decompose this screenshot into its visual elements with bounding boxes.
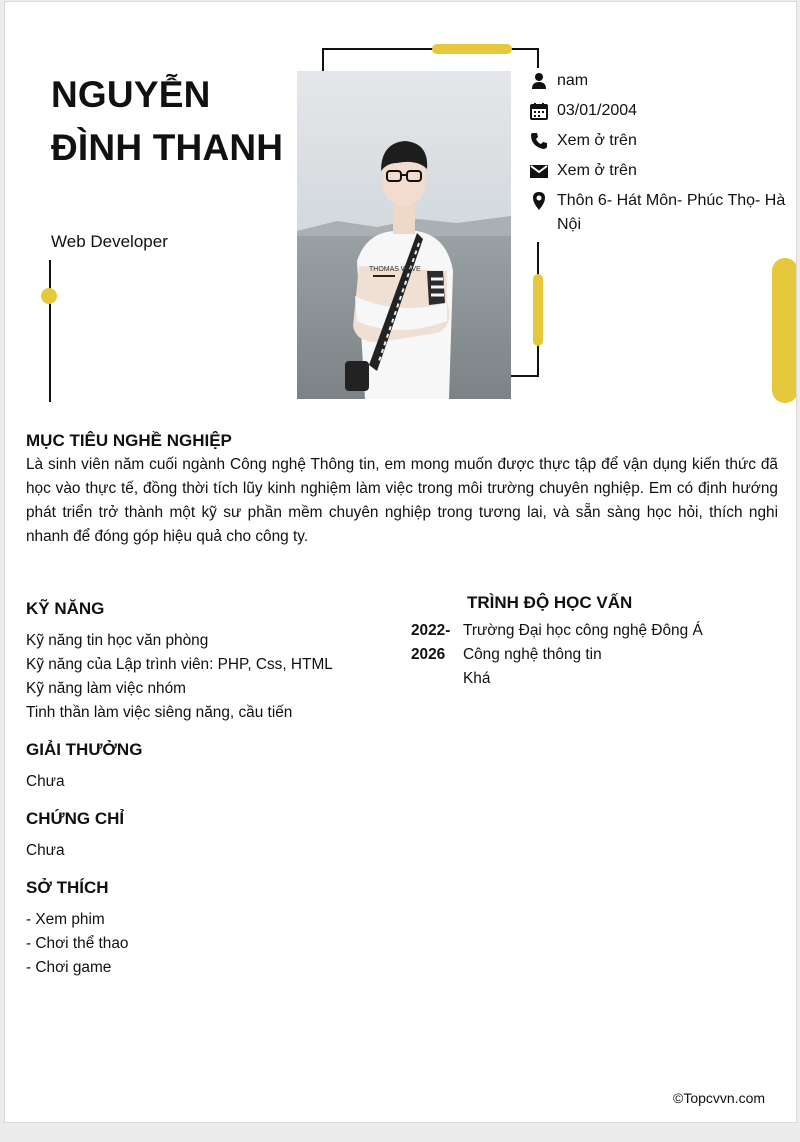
gender-text: nam: [557, 72, 589, 89]
calendar-icon: [527, 99, 551, 123]
list-item: - Chơi game: [26, 959, 112, 976]
objective-text: Là sinh viên năm cuối ngành Công nghệ Thông tin, em mong muốn được thực tập để vận dụng kiến thức đã học vào thực tế, đồng thời tích lũy kinh nghiệm làm việc trong môi trường chuyên nghiệp. Em có định hướng phát triển trở thành một kỹ sư phần mềm chuyên nghiệp trong tương lai, và sẵn sàng học hỏi, thích nghi nhanh để đóng góp hiệu quả cho công ty.: [26, 456, 778, 545]
contact-phone: [527, 129, 637, 153]
left-divider-line: [49, 260, 51, 402]
education-major: Công nghệ thông tin: [463, 646, 602, 663]
email-text: Xem ở trên: [557, 162, 637, 179]
hobbies-list: [26, 908, 129, 980]
candidate-name: NGUYỄN ĐÌNH THANH: [51, 74, 284, 168]
dob-text: 03/01/2004: [557, 102, 638, 119]
footer-brand: ©Topcvvn.com: [673, 1090, 766, 1106]
svg-text:THOMAS WAVE: THOMAS WAVE: [369, 266, 421, 273]
awards-heading: GIẢI THƯỞNG: [26, 740, 143, 759]
phone-text: Xem ở trên: [557, 132, 637, 149]
skills-heading: KỸ NĂNG: [26, 599, 105, 618]
awards-text: Chưa: [26, 773, 65, 790]
frame-line: [511, 375, 539, 377]
contact-dob: [527, 99, 637, 123]
education-heading: TRÌNH ĐỘ HỌC VẤN: [467, 593, 633, 612]
accent-dot: [41, 288, 57, 304]
accent-bar-side: [533, 274, 543, 346]
contact-address: [527, 189, 787, 237]
frame-line: [322, 48, 324, 72]
location-icon: [527, 189, 551, 213]
list-item: Tinh thần làm việc siêng năng, cầu tiến: [26, 704, 293, 721]
accent-bar-top: [432, 44, 512, 54]
cv-page: [4, 1, 797, 1123]
mail-icon: [527, 159, 551, 183]
address-text: Thôn 6- Hát Môn- Phúc Thọ- Hà Nội: [557, 192, 786, 233]
job-title: Web Developer: [51, 232, 168, 251]
profile-photo: [297, 71, 511, 399]
phone-icon: [527, 129, 551, 153]
contact-gender: [527, 69, 588, 93]
education-school: Trường Đại học công nghệ Đông Á: [463, 622, 703, 639]
list-item: Kỹ năng tin học văn phòng: [26, 632, 209, 649]
hobbies-heading: SỞ THÍCH: [26, 878, 109, 897]
frame-line: [537, 48, 539, 68]
list-item: - Chơi thể thao: [26, 935, 129, 952]
education-years: 2022-2026: [411, 622, 451, 663]
skills-list: [26, 629, 333, 725]
list-item: Kỹ năng của Lập trình viên: PHP, Css, HTML: [26, 656, 333, 673]
list-item: Kỹ năng làm việc nhóm: [26, 680, 186, 697]
certificates-text: Chưa: [26, 842, 65, 859]
objective-heading: MỤC TIÊU NGHỀ NGHIỆP: [26, 431, 232, 450]
education-grade: Khá: [463, 670, 491, 687]
contact-email: [527, 159, 637, 183]
certificates-heading: CHỨNG CHỈ: [26, 809, 125, 828]
education-details: [463, 619, 703, 691]
user-icon: [527, 69, 551, 93]
accent-bar-edge: [772, 258, 797, 403]
list-item: - Xem phim: [26, 911, 105, 928]
